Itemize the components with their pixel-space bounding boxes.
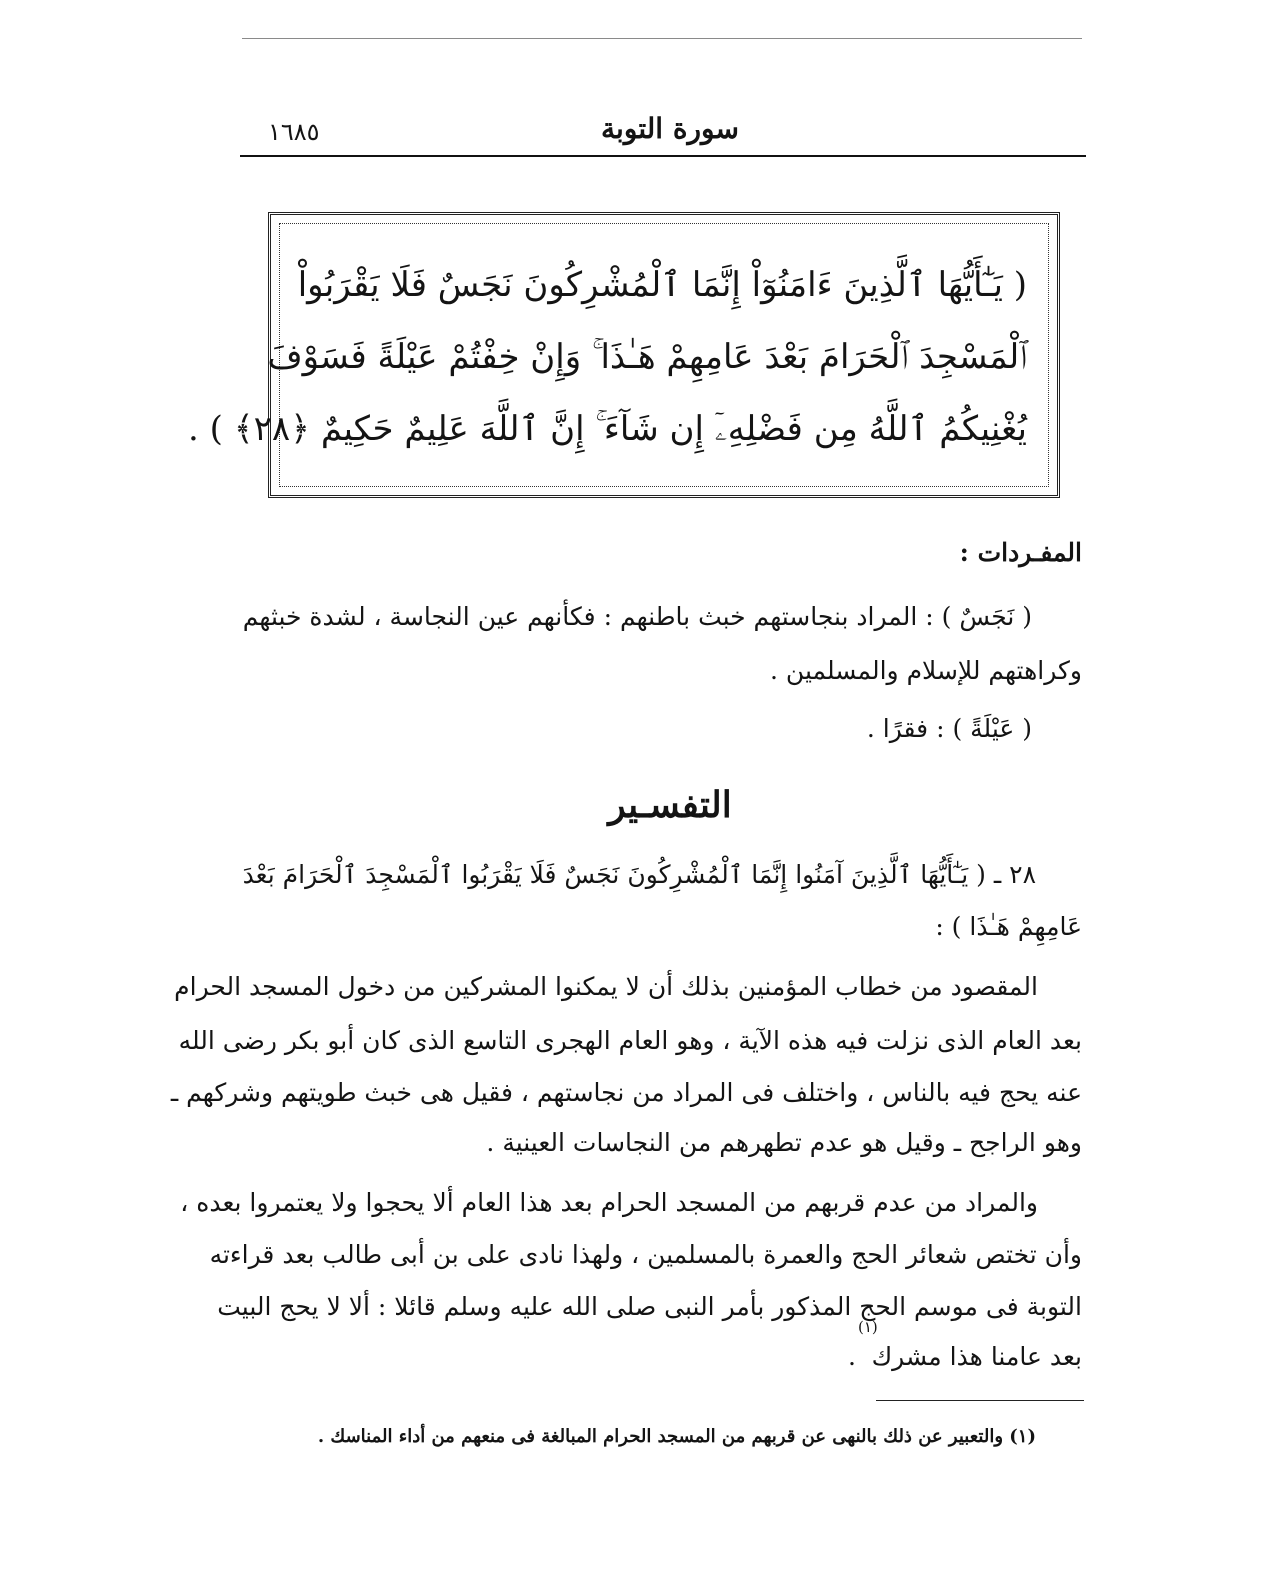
surah-title: سورة التوبة [601, 112, 739, 145]
tafsir-verse-line: ٢٨ ـ ( يَـٰٓأَيُّهَا ٱلَّذِينَ آمَنُوا إِنَّمَا ٱلْمُشْرِكُونَ نَجَسٌ فَلَا يَقْرَبُوا ٱلْمَسْجِدَ ٱلْحَرَامَ بَعْدَ [242, 860, 1036, 889]
tafsir-heading: التفسـير [608, 784, 732, 826]
paragraph-line: والمراد من عدم قربهم من المسجد الحرام بعد هذا العام ألا يحجوا ولا يعتمروا بعده ، [180, 1188, 1038, 1217]
tafsir-verse-line: عَامِهِمْ هَـٰذَا ) : [935, 912, 1082, 941]
paragraph-line: وهو الراجح ـ وقيل هو عدم تطهرهم من النجاسات العينية . [486, 1128, 1082, 1157]
verse-line: ( يَـٰٓأَيُّهَا ٱلَّذِينَ ءَامَنُوٓاْ إِنَّمَا ٱلْمُشْرِكُونَ نَجَسٌ فَلَا يَقْرَبُواْ [297, 265, 1027, 305]
paragraph-line: بعد عامنا هذا مشرك [871, 1342, 1082, 1371]
vocabulary-line: ( عَيْلَةً ) : فقرًا . [866, 714, 1032, 743]
paragraph-line-end: . [848, 1342, 856, 1371]
footnote-rule [876, 1400, 1084, 1401]
paragraph-line: بعد العام الذى نزلت فيه هذه الآية ، وهو العام الهجرى التاسع الذى كان أبو بكر رضى الله [178, 1026, 1082, 1055]
verse-line: يُغْنِيكُمُ ٱللَّهُ مِن فَضْلِهِۦٓ إِن شَآءَ ۚ إِنَّ ٱللَّهَ عَلِيمٌ حَكِيمٌ ﴿٢٨﴾ ) . [188, 409, 1027, 449]
verse-line: ٱلْمَسْجِدَ ٱلْحَرَامَ بَعْدَ عَامِهِمْ هَـٰذَا ۚ وَإِنْ خِفْتُمْ عَيْلَةً فَسَوْفَ [267, 337, 1027, 377]
vocabulary-heading: المفـردات : [959, 538, 1082, 567]
footnote-text: (١) والتعبير عن ذلك بالنهى عن قربهم من المسجد الحرام المبالغة فى منعهم من أداء المناسك . [317, 1426, 1036, 1447]
vocabulary-line: وكراهتهم للإسلام والمسلمين . [770, 656, 1082, 685]
footnote-reference: (١) [858, 1318, 878, 1336]
paragraph-line: التوبة فى موسم الحج المذكور بأمر النبى صلى الله عليه وسلم قائلا : ألا لا يحج البيت [217, 1292, 1082, 1321]
header-rule [240, 155, 1086, 157]
paragraph-line: عنه يحج فيه بالناس ، واختلف فى المراد من نجاستهم ، فقيل هى خبث طويتهم وشركهم ـ [170, 1078, 1082, 1107]
paragraph-line: وأن تختص شعائر الحج والعمرة بالمسلمين ، ولهذا نادى على بن أبى طالب بعد قراءته [209, 1240, 1082, 1269]
paragraph-line: المقصود من خطاب المؤمنين بذلك أن لا يمكنوا المشركين من دخول المسجد الحرام [174, 972, 1038, 1001]
verse-frame [188, 212, 1060, 498]
top-rule [242, 38, 1082, 39]
page-number: ١٦٨٥ [268, 118, 320, 146]
vocabulary-line: ( نَجَسٌ ) : المراد بنجاستهم خبث باطنهم : فكأنهم عين النجاسة ، لشدة خبثهم [242, 602, 1032, 631]
